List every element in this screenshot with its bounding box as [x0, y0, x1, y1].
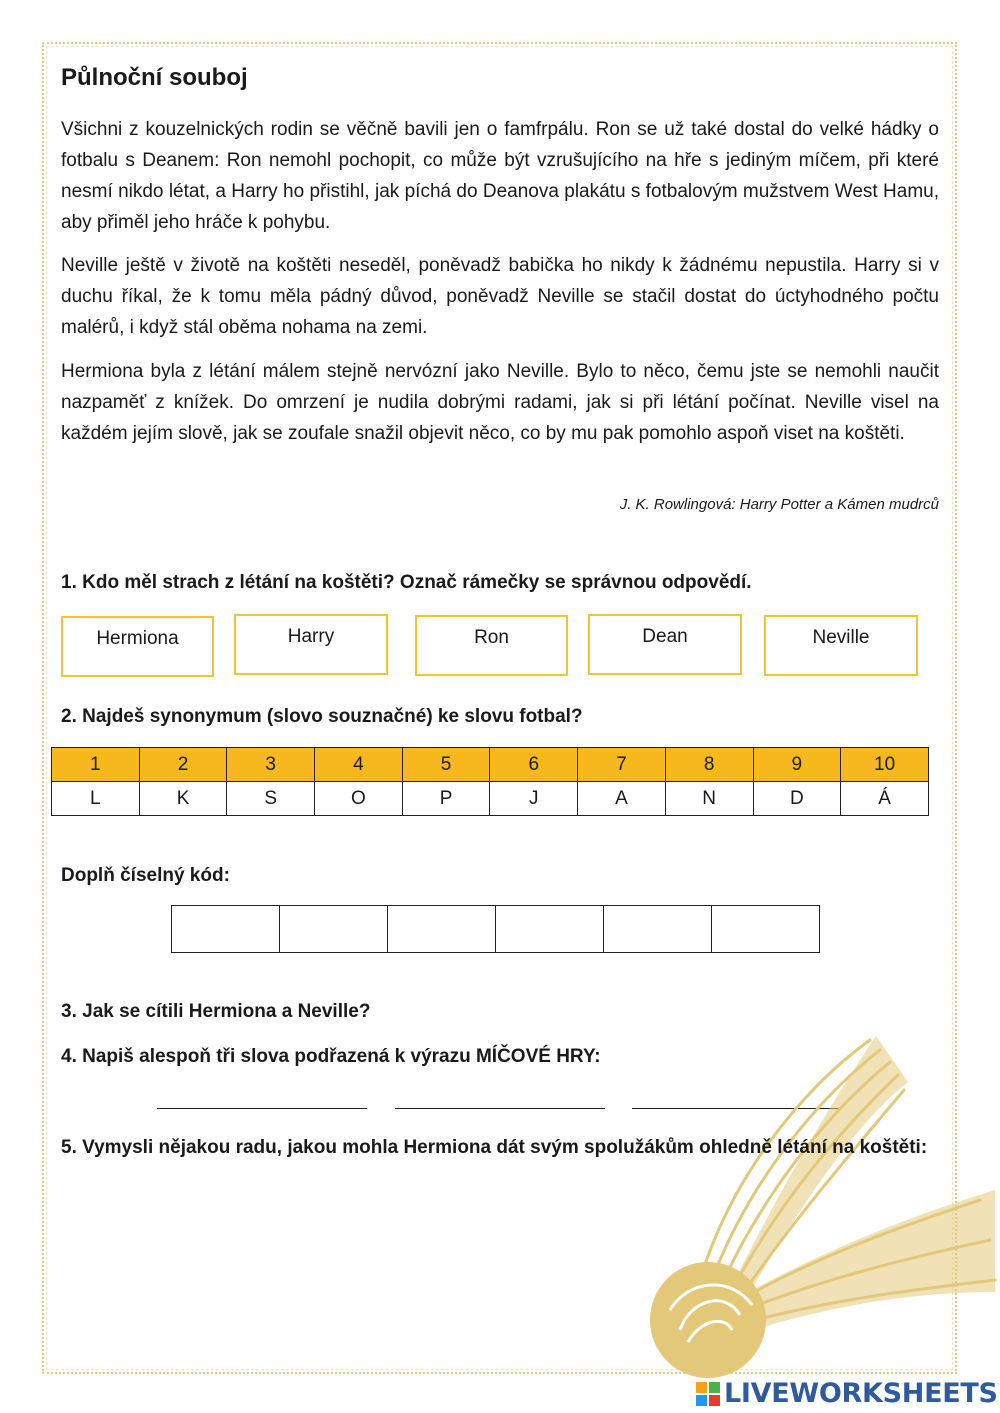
cipher-letter: N: [665, 782, 753, 816]
code-answer-box[interactable]: [279, 905, 388, 953]
option-neville[interactable]: Neville: [764, 615, 918, 676]
cipher-number: 3: [227, 748, 315, 782]
paragraph-1: Všichni z kouzelnických rodin se věčně bavili jen o famfrpálu. Ron se už také dostal do velké hádky o fotbalu s Deanem: Ron nemohl pochopit, co může být vzrušujícího na hře s jediným míčem, při které nesmí nikdo létat, a Harry ho přistihl, jak píchá do Deanova plakátu s fotbalovým mužstvem West Hamu, aby přiměl jeho hráče k pohybu.: [61, 119, 939, 233]
cipher-number: 10: [841, 748, 929, 782]
liveworksheets-logo-icon: [696, 1382, 720, 1406]
cipher-number: 1: [52, 748, 140, 782]
code-label: Doplň číselný kód:: [61, 865, 230, 886]
brand-name: LIVEWORKSHEETS: [724, 1378, 998, 1409]
cipher-letter: S: [227, 782, 315, 816]
cipher-letter: J: [490, 782, 578, 816]
question-2: 2. Najdeš synonymum (slovo souznačné) ke slovu fotbal?: [61, 706, 583, 727]
cipher-number: 6: [490, 748, 578, 782]
question-5: 5. Vymysli nějakou radu, jakou mohla Hermiona dát svým spolužákům ohledně létání na koštěti:: [61, 1137, 928, 1158]
code-answer-box[interactable]: [603, 905, 712, 953]
cipher-number: 4: [315, 748, 403, 782]
code-answer-box[interactable]: [711, 905, 820, 953]
code-answer-box[interactable]: [495, 905, 604, 953]
cipher-number: 2: [139, 748, 227, 782]
option-ron[interactable]: Ron: [415, 615, 568, 676]
answer-line[interactable]: [157, 1108, 367, 1109]
citation: J. K. Rowlingová: Harry Potter a Kámen mudrců: [619, 496, 939, 513]
paragraph-3: Hermiona byla z létání málem stejně nervózní jako Neville. Bylo to něco, čemu jste se nemohli naučit nazpaměť z knížek. Do omrzení je nudila dobrými radami, jak si při létání počínat. Neville visel na každém jejím slově, jak se zoufale snažil objevit něco, co by mu pak pomohlo aspoň viset na koštěti.: [61, 361, 939, 444]
liveworksheets-logo: [696, 1378, 998, 1409]
cipher-letter: K: [139, 782, 227, 816]
cipher-number: 5: [402, 748, 490, 782]
cipher-table: [51, 747, 929, 816]
question-4: 4. Napiš alespoň tři slova podřazená k výrazu MÍČOVÉ HRY:: [61, 1046, 601, 1067]
cipher-number: 7: [578, 748, 666, 782]
cipher-letters-row: [52, 782, 929, 816]
cipher-letter: L: [52, 782, 140, 816]
answer-line[interactable]: [395, 1108, 605, 1109]
cipher-letter: D: [753, 782, 841, 816]
cipher-numbers-row: [52, 748, 929, 782]
cipher-letter: Á: [841, 782, 929, 816]
cipher-letter: O: [315, 782, 403, 816]
code-answer-box[interactable]: [387, 905, 496, 953]
golden-snitch-icon: [640, 1030, 1000, 1380]
option-hermiona[interactable]: Hermiona: [61, 616, 214, 677]
question-3: 3. Jak se cítili Hermiona a Neville?: [61, 1001, 371, 1022]
cipher-number: 9: [753, 748, 841, 782]
option-dean[interactable]: Dean: [588, 614, 742, 675]
cipher-number: 8: [665, 748, 753, 782]
cipher-letter: A: [578, 782, 666, 816]
page-title: Půlnoční souboj: [61, 64, 248, 91]
code-answer-boxes: [171, 905, 820, 953]
option-harry[interactable]: Harry: [234, 614, 388, 675]
question-1: 1. Kdo měl strach z létání na koštěti? Označ rámečky se správnou odpovědí.: [61, 572, 752, 593]
paragraph-2: Neville ještě v životě na koštěti neseděl, poněvadž babička ho nikdy k žádnému nepustila. Harry si v duchu říkal, že k tomu měla pádný důvod, poněvadž Neville se stačil dostat do úctyhodného počtu malérů, i když stál oběma nohama na zemi.: [61, 255, 939, 338]
cipher-letter: P: [402, 782, 490, 816]
code-answer-box[interactable]: [171, 905, 280, 953]
